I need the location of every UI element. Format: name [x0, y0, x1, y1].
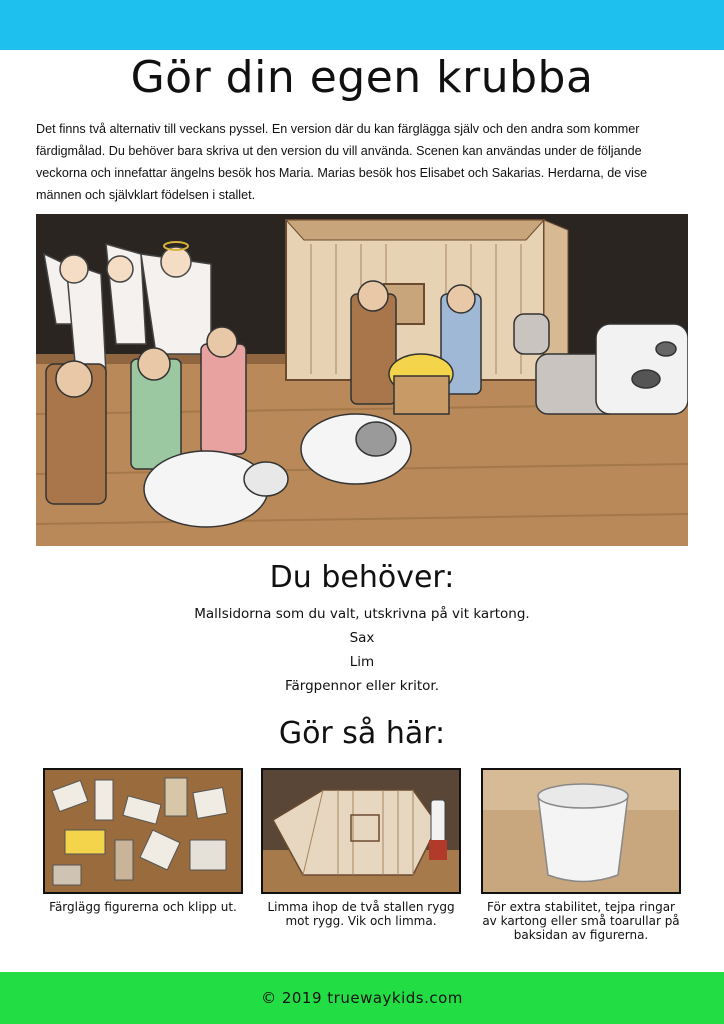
animal-figures — [514, 314, 688, 414]
step-1-photo — [43, 768, 243, 894]
step-1 — [43, 768, 243, 914]
top-color-bar — [0, 0, 724, 50]
footer-credit: © 2019 truewaykids.com — [261, 989, 463, 1007]
nativity-scene-photo — [36, 214, 688, 546]
supplies-heading: Du behöver: — [269, 560, 455, 595]
step-3 — [481, 768, 681, 942]
page-title: Gör din egen krubba — [130, 52, 594, 103]
step-2-text: Limma ihop de två stallen rygg mot rygg. Vik och limma. — [267, 900, 455, 928]
step-3-photo — [481, 768, 681, 894]
step-2 — [261, 768, 461, 928]
intro-paragraph: Det finns två alternativ till veckans pyssel. En version där du kan färglägga själv och den andra som kommer färdigmålad. Du behöver bara skriva ut den version du vill använda. Scenen kan användas under de följande veckorna och innefattar ängelns besök hos Maria. Marias besök hos Elisabet och Sakarias. Herdarna, de vise männen och självklart födelsen i stallet. — [36, 122, 648, 202]
steps-heading: Gör så här: — [278, 716, 446, 751]
step-3-text: För extra stabilitet, tejpa ringar av kartong eller små toarullar på baksidan av figurerna. — [482, 900, 680, 942]
step-1-text: Färglägg figurerna och klipp ut. — [49, 900, 237, 914]
footer-bar — [0, 972, 724, 1024]
supplies-item: Mallsidorna som du valt, utskrivna på vit kartong. — [194, 606, 530, 622]
supplies-item: Färgpennor eller kritor. — [285, 678, 439, 694]
supplies-item: Sax — [349, 630, 375, 646]
supplies-item: Lim — [349, 654, 375, 670]
supplies-list — [0, 602, 724, 698]
step-2-photo — [261, 768, 461, 894]
joseph-figure — [46, 361, 106, 504]
